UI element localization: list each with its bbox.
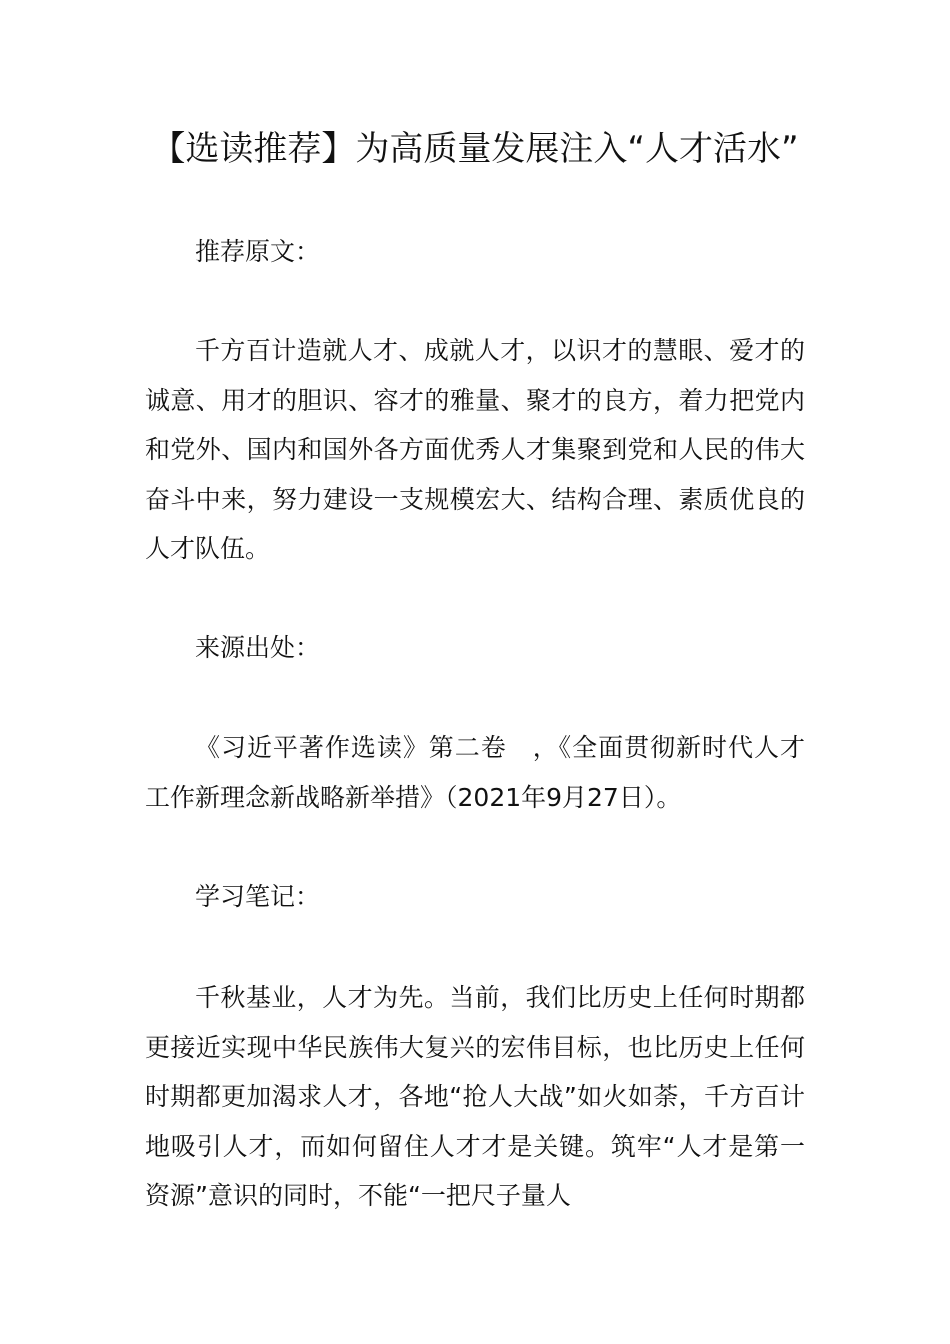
- section-body-source: 《习近平著作选读》第二卷 ，《全面贯彻新时代人才工作新理念新战略新举措》（2021年9月27日）。: [145, 733, 805, 812]
- section-body-recommended-text: 千方百计造就人才、成就人才，以识才的慧眼、爱才的诚意、用才的胆识、容才的雅量、聚才的良方，着力把党内和党外、国内和国外各方面优秀人才集聚到党和人民的伟大奋斗中来，努力建设一支规模宏大、结构合理、素质优良的人才队伍。: [145, 336, 805, 564]
- section-body-study-notes: 千秋基业，人才为先。当前，我们比历史上任何时期都更接近实现中华民族伟大复兴的宏伟目标，也比历史上任何时期都更加渴求人才，各地“抢人大战”如火如荼，千方百计地吸引人才，而如何留住人才才是关键。筑牢“人才是第一资源”意识的同时，不能“一把尺子量人: [145, 983, 805, 1211]
- section-heading-source: 来源出处：: [195, 633, 321, 662]
- section-heading-study-notes: 学习笔记：: [195, 882, 321, 911]
- section-heading-recommended-text: 推荐原文：: [195, 237, 321, 266]
- document-title: 【选读推荐】为高质量发展注入“人才活水”: [151, 129, 799, 169]
